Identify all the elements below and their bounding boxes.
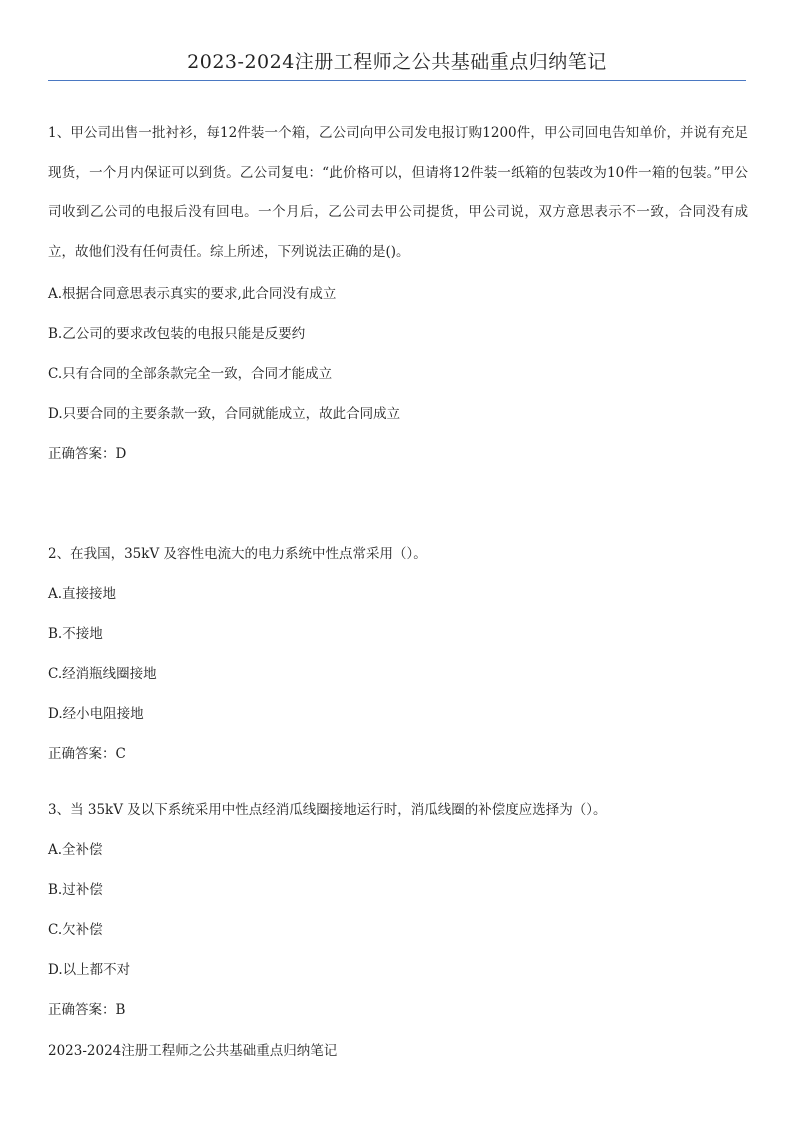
- option-c: C.经消瓶线圈接地: [48, 666, 157, 682]
- option-a: A.直接接地: [48, 586, 117, 602]
- option-b: B.不接地: [48, 626, 103, 642]
- option-d: D.经小电阻接地: [48, 706, 144, 722]
- question-stem: 2、在我国，35kV 及容性电流大的电力系统中性点常采用（）。: [48, 546, 427, 562]
- question-1: [48, 114, 748, 544]
- document-title: 2023-2024注册工程师之公共基础重点归纳笔记: [187, 51, 607, 73]
- questions-body: [48, 114, 748, 1050]
- page-footer: 2023-2024注册工程师之公共基础重点归纳笔记: [48, 1043, 338, 1059]
- question-2: [48, 544, 748, 800]
- option-d: D.只要合同的主要条款一致，合同就能成立，故此合同成立: [48, 406, 401, 422]
- option-b: B.乙公司的要求改包装的电报只能是反要约: [48, 326, 306, 342]
- option-a: A.全补偿: [48, 842, 103, 858]
- correct-answer: 正确答案：C: [48, 746, 126, 762]
- option-b: B.过补偿: [48, 882, 103, 898]
- option-c: C.欠补偿: [48, 922, 103, 938]
- question-stem: 1、甲公司出售一批衬衫，每12件装一个箱，乙公司向甲公司发电报订购1200件，甲公司回电告知单价，并说有充足现货，一个月内保证可以到货。乙公司复电：“此价格可以，但请将12件装一纸箱的包装改为10件一箱的包装。”甲公司收到乙公司的电报后没有回电。一个月后，乙公司去甲公司提货，甲公司说，双方意思表示不一致，合同没有成立，故他们没有任何责任。综上所述，下列说法正确的是()。: [48, 125, 748, 260]
- question-3: [48, 800, 748, 1050]
- page-header: [48, 47, 746, 81]
- question-stem: 3、当 35kV 及以下系统采用中性点经消瓜线圈接地运行时，消瓜线圈的补偿度应选择为（）。: [48, 802, 607, 818]
- correct-answer: 正确答案：B: [48, 1002, 126, 1018]
- correct-answer: 正确答案：D: [48, 446, 127, 462]
- option-a: A.根据合同意思表示真实的要求,此合同没有成立: [48, 286, 337, 302]
- option-d: D.以上都不对: [48, 962, 131, 978]
- option-c: C.只有合同的全部条款完全一致，合同才能成立: [48, 366, 333, 382]
